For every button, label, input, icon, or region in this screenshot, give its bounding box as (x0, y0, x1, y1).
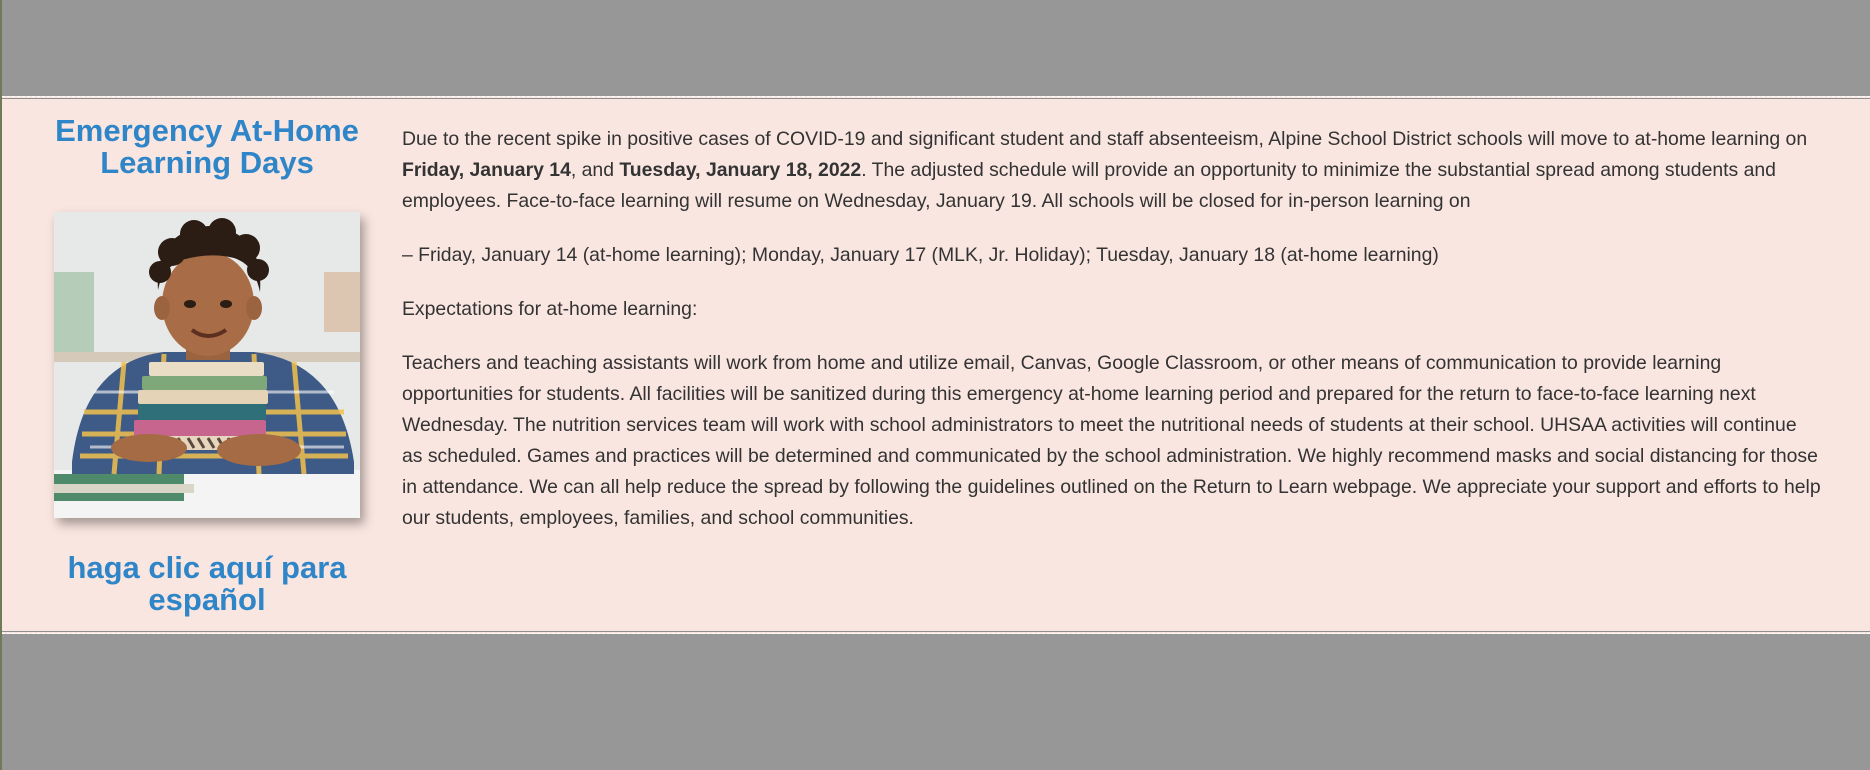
announcement-body (402, 124, 1822, 557)
expectations-paragraph: Teachers and teaching assistants will work from home and utilize email, Canvas, Google Classroom, or other means of communication to provide learning opportunities for students. All facilities will be sanitized during this emergency at-home learning period and prepared for the return to face-to-face learning next Wednesday. The nutrition services team will work with school administrators to meet the nutritional needs of students at their school. UHSAA activities will continue as scheduled. Games and practices will be determined and communicated by the school administration. We highly recommend masks and social distancing for those in attendance. We can all help reduce the spread by following the guidelines outlined on the Return to Learn webpage. We appreciate your support and efforts to help our students, employees, families, and school communities. (402, 352, 1821, 529)
date-tuesday-jan-18: Tuesday, January 18, 2022 (619, 159, 862, 181)
intro-text-mid: , and (570, 159, 620, 181)
schedule-paragraph: – Friday, January 14 (at-home learning); Monday, January 17 (MLK, Jr. Holiday); Tuesday, January 18 (at-home learning) (402, 244, 1439, 266)
intro-text-end: . The adjusted schedule will provide an opportunity to minimize the substantial spread among students and employees. Face-to-face learning will resume on Wednesday, January 19. All schools will be closed for in-person learning on (402, 159, 1776, 212)
announcement-banner (2, 96, 1870, 634)
banner-heading: Emergency At-Home Learning Days (55, 113, 359, 180)
student-photo (54, 212, 360, 518)
date-friday-jan-14: Friday, January 14 (402, 159, 571, 181)
banner-sidebar (42, 115, 372, 616)
intro-paragraph (402, 124, 1822, 217)
student-with-books-image (54, 212, 360, 518)
expectations-heading: Expectations for at-home learning: (402, 298, 698, 320)
intro-text-start: Due to the recent spike in positive cases of COVID-19 and significant student and staff absenteeism, Alpine School District schools will move to at-home learning on (402, 128, 1808, 150)
spanish-language-link[interactable]: haga clic aquí para español (67, 550, 347, 617)
